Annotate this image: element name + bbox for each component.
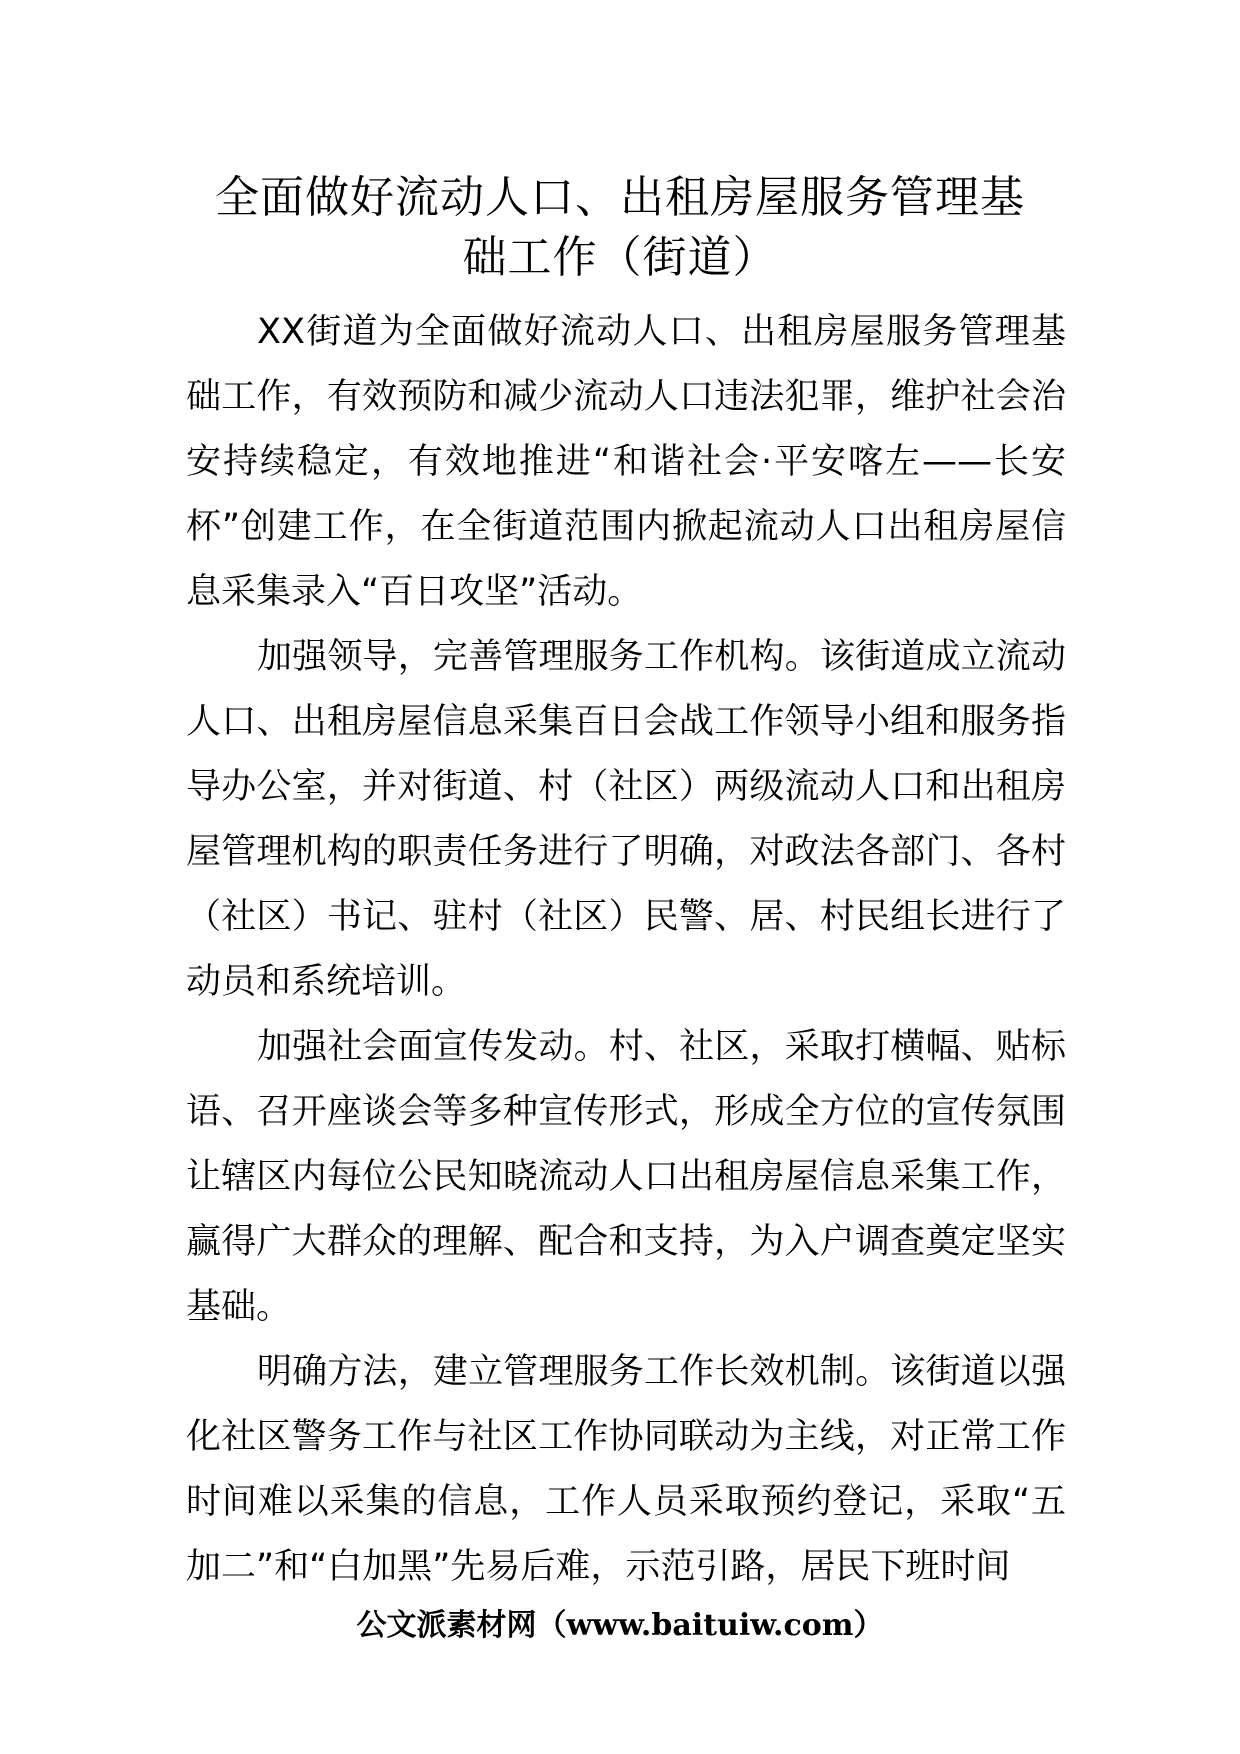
document-title [140, 168, 1100, 288]
title-line-1: 全面做好流动人口、出租房屋服务管理基 [215, 172, 1025, 223]
footer-watermark: 公文派素材网（www.baituiw.com） [356, 1608, 884, 1643]
paragraph-methods: 明确方法，建立管理服务工作长效机制。该街道以强化社区警务工作与社区工作协同联动为主线，对正常工作时间难以采集的信息，工作人员采取预约登记，采取“五加二”和“白加黑”先易后难，示范引路，居民下班时间 [186, 1352, 1066, 1587]
paragraph-intro: XX街道为全面做好流动人口、出租房屋服务管理基础工作，有效预防和减少流动人口违法犯罪，维护社会治安持续稳定，有效地推进“和谐社会·平安喀左——长安杯”创建工作，在全街道范围内掀起流动人口出租房屋信息采集录入“百日攻坚”活动。 [186, 312, 1066, 612]
paragraph-leadership: 加强领导，完善管理服务工作机构。该街道成立流动人口、出租房屋信息采集百日会战工作领导小组和服务指导办公室，并对街道、村（社区）两级流动人口和出租房屋管理机构的职责任务进行了明确，对政法各部门、各村（社区）书记、驻村（社区）民警、居、村民组长进行了动员和系统培训。 [186, 637, 1066, 1002]
title-line-2: 础工作（街道） [462, 232, 778, 283]
paragraph-publicity: 加强社会面宣传发动。村、社区，采取打横幅、贴标语、召开座谈会等多种宣传形式，形成全方位的宣传氛围让辖区内每位公民知晓流动人口出租房屋信息采集工作，赢得广大群众的理解、配合和支持，为入户调查奠定坚实基础。 [186, 1027, 1066, 1327]
document-body [186, 300, 1066, 1600]
